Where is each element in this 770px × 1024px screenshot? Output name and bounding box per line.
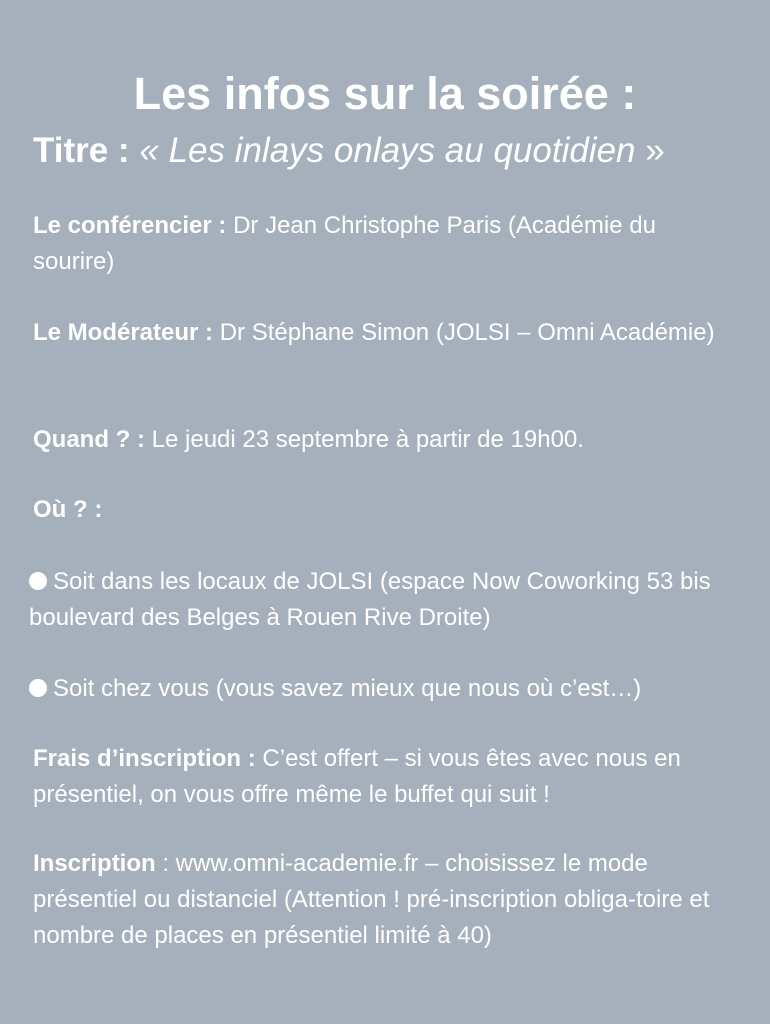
when-label: Quand ? : (33, 426, 145, 453)
registration-label: Inscription (33, 850, 156, 877)
where-label: Où ? : (33, 496, 103, 523)
moderator-label: Le Modérateur : (33, 319, 214, 346)
when-section (33, 422, 733, 458)
fees-label: Frais d’inscription : (33, 745, 256, 772)
registration-text: : www.omni-academie.fr – choisissez le mode présentiel ou distanciel (Attention ! pré-inscription obliga-toire et nombre de places en présentiel limité à 40) (33, 850, 710, 949)
fees-text: C’est offert – si vous êtes avec nous en présentiel, on vous offre même le buffet qui suit ! (33, 745, 681, 808)
where-option-remote (29, 671, 744, 707)
speaker-text: Dr Jean Christophe Paris (Académie du sourire) (33, 212, 656, 275)
moderator-section (33, 315, 733, 351)
fees-section (33, 741, 733, 813)
talk-title-label: Titre : (33, 131, 130, 170)
moderator-text: Dr Stéphane Simon (JOLSI – Omni Académie) (219, 319, 715, 346)
open-quote: « (139, 131, 159, 170)
where-section (33, 492, 733, 528)
registration-section (33, 846, 733, 954)
bullet-icon (29, 572, 47, 590)
bullet-icon (29, 679, 47, 697)
close-quote: » (645, 131, 665, 170)
where-option-remote-text: Soit chez vous (vous savez mieux que nous où c’est…) (53, 675, 642, 702)
page-title: Les infos sur la soirée : (133, 68, 637, 119)
speaker-section (33, 208, 733, 280)
when-text: Le jeudi 23 septembre à partir de 19h00. (151, 426, 584, 453)
speaker-label: Le conférencier : (33, 212, 227, 239)
where-option-onsite-text: Soit dans les locaux de JOLSI (espace Now Coworking 53 bis boulevard des Belges à Rouen Rive Droite) (29, 568, 711, 631)
talk-title: Les inlays onlays au quotidien (168, 131, 636, 170)
talk-title-line (33, 126, 753, 176)
where-option-onsite (29, 564, 744, 636)
